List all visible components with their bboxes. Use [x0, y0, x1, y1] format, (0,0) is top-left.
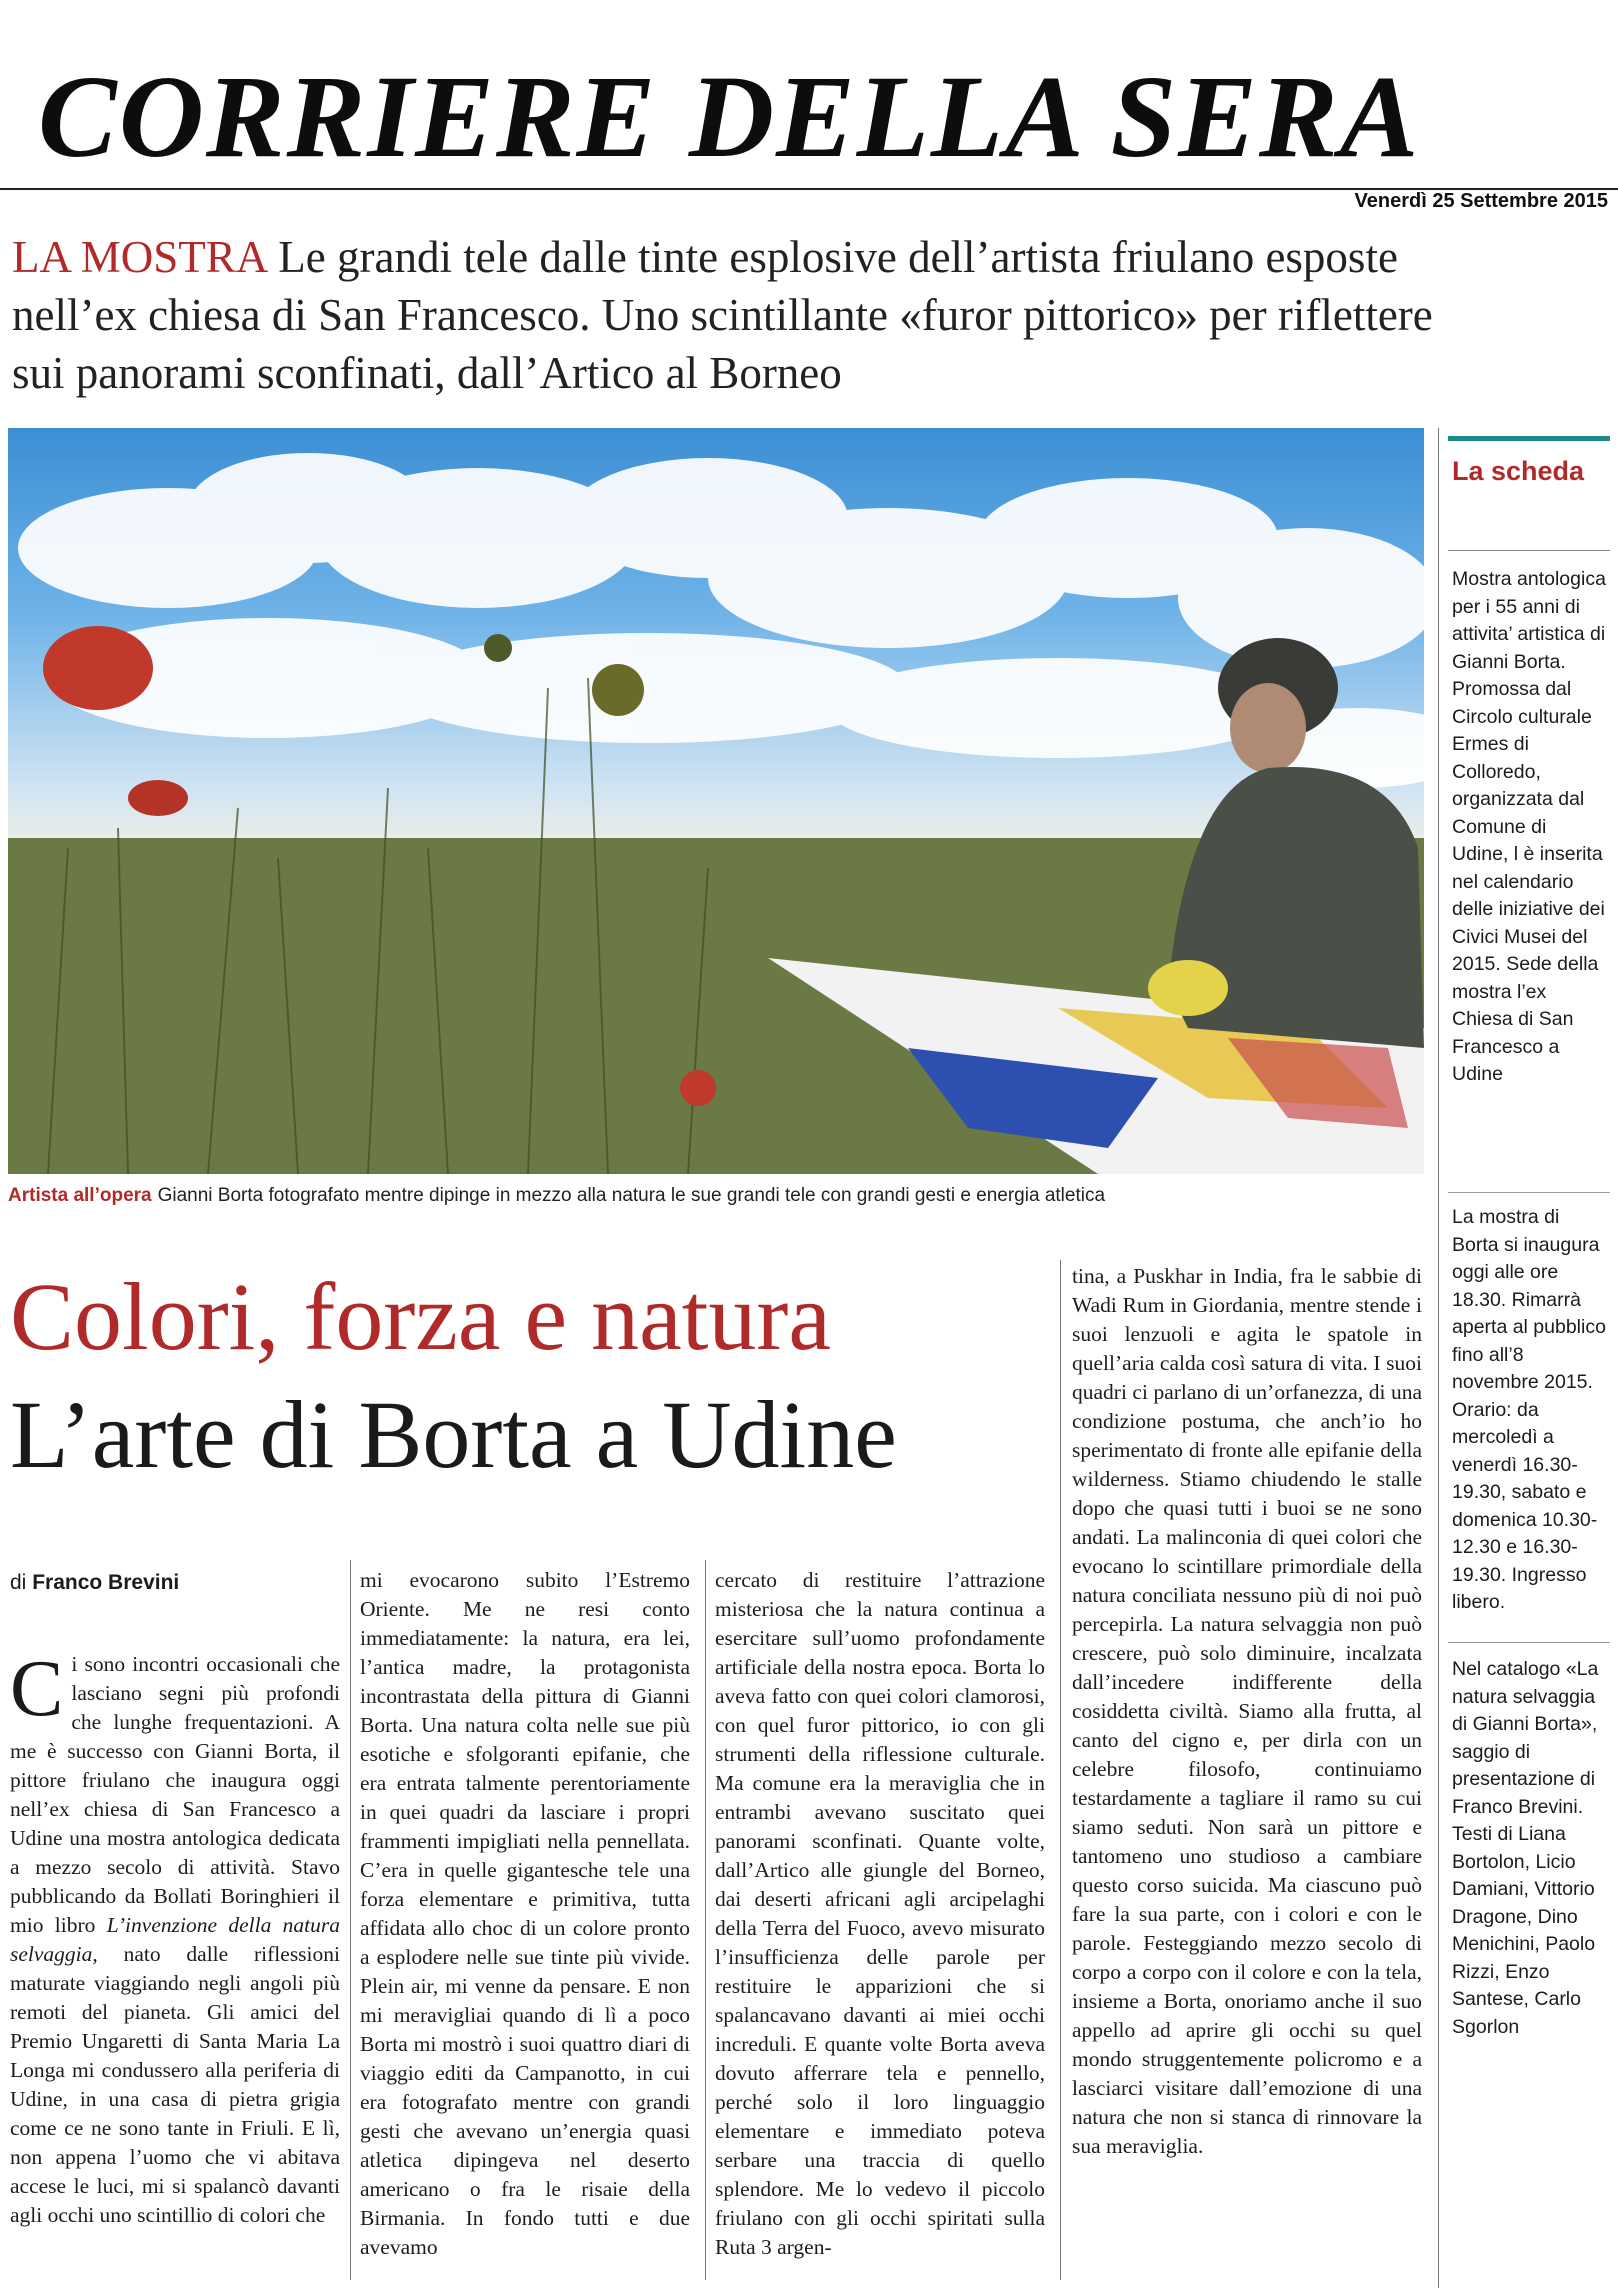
column-divider — [705, 1560, 706, 2280]
kicker-text: Le grandi tele dalle tinte esplosive dell’artista friulano esposte nell’ex chiesa di San Francesco. Uno scintillante «furor pittorico» per riflettere sui panorami sconfinati, dall’Artico al Borneo — [12, 232, 1433, 398]
column-divider — [350, 1560, 351, 2280]
caption-label: Artista all’opera — [8, 1185, 152, 1206]
photo-caption — [8, 1182, 1424, 1210]
headline-line-2: L’arte di Borta a Udine — [10, 1381, 897, 1488]
book-title: L’invenzione della natura selvaggia, — [10, 1913, 340, 1966]
article-column-2: mi evocarono subito l’Estremo Oriente. Me ne resi conto immediatamente: la natura, era lei, l’antica madre, la protagonista incontrastata della pittura di Gianni Borta. Una natura colta nelle sue più esotiche e sfolgoranti epifanie, che era entrata talmente perentoriamente in quei quadri da lasciare i propri frammenti impigliati nella pennellata. C’era in quelle gigantesche tele una forza elementare e primitiva, tutta affidata allo choc di un colore pronto a esplodere nelle sue tinte più vivide. Plein air, mi venne da pensare. E non mi meravigliai quando di lì a poco Borta mi mostrò i suoi quattro diari di viaggio editi da Campanotto, in cui era fotografato mentre con grandi gesti che avevano un’energia quasi atletica dipingeva nel deserto americano o fra le risaie della Birmania. In fondo tutti e due avevamo — [360, 1568, 690, 2259]
issue-date: Venerdì 25 Settembre 2015 — [1354, 190, 1608, 212]
article-column-3: cercato di restituire l’attrazione misteriosa che la natura continua a esercitare sull’uomo profondamente artificiale della nostra epoca. Borta lo aveva fatto con quei colori clamorosi, con quel furor pittorico, io con gli strumenti della riflessione culturale. Ma comune era la meraviglia che in entrambi avevano suscitato quei panorami sconfinati. Quante volte, dall’Artico alle giungle del Borneo, dai deserti africani agli arcipelaghi della Terra del Fuoco, avevo misurato l’insufficienza delle parole per restituire le apparizioni che si spalancavano davanti ai miei occhi increduli. E quante volte Borta aveva dovuto afferrare tela e pennello, perché solo il loro linguaggio elementare e immediato poteva serbare una traccia di quello splendore. Me lo vedevo il piccolo friulano con gli occhi spiritati sulla Ruta 3 argen- — [715, 1568, 1045, 2259]
sidebar-title: La scheda — [1452, 456, 1585, 486]
article-column-1 — [10, 1650, 340, 2290]
sidebar-separator — [1448, 1192, 1610, 1193]
article-photo — [8, 428, 1424, 1174]
article-column-4: tina, a Puskhar in India, fra le sabbie di Wadi Rum in Giordania, mentre stende i suoi lenzuoli e agita le spatole in quell’aria calda così satura di vita. I suoi quadri ci parlano di un’orfanezza, di una condizione postuma, che anch’io ho sperimentato di fronte alle epifanie della wilderness. Stiamo chiudendo le stalle dopo che quasi tutti i buoi se ne sono andati. La malinconia di quei colori che evocano lo scintillare primordiale della natura conciliata nessuno più di noi può percepirla. La natura selvaggia non può crescere, può solo diminuire, incalzata dall’incedere indifferente della cosiddetta civiltà. Siamo alla frutta, al canto del cigno e, per dirla con un celebre filosofo, continuiamo testardamente a tagliare il ramo su cui siamo seduti. Non sarà un pittore e tantomeno uno studioso a cambiare questo corso suicida. Ma ciascuno può fare la sua parte, con i colori e con le parole. Festeggiando mezzo secolo di corpo a corpo con il colore e con la tela, insieme a Borta, onoriamo anche il suo appello ad aprire gli occhi su quel mondo struggentemente policromo e a lasciarci visitare dall’emozione di una natura che non si stanca di rinnovare la sua meraviglia. — [1072, 1264, 1422, 2158]
sidebar-accent-rule — [1448, 436, 1610, 441]
dropcap: C — [10, 1650, 64, 1733]
caption-text: Gianni Borta fotografato mentre dipinge in mezzo alla natura le sue grandi tele con grandi gesti e energia atletica — [157, 1185, 1106, 1206]
column-1-text-end: nato dalle riflessioni maturate viaggiando negli angoli più remoti del pianeta. Gli amici del Premio Ungaretti di Santa Maria La Longa mi condussero alla periferia di Udine, in una casa di pietra grigia come ce ne sono tante in Friuli. E lì, non appena l’uomo che vi abitava accese le luci, mi si spalancò davanti agli occhi uno scintillio di colori che — [10, 1942, 340, 2227]
headline-line-1: Colori, forza e natura — [10, 1263, 831, 1370]
sidebar-block-3: Nel catalogo «La natura selvaggia di Gianni Borta», saggio di presentazione di Franco Brevini. Testi di Liana Bortolon, Licio Damiani, Vittorio Dragone, Dino Menichini, Paolo Rizzi, Enzo Santese, Carlo Sgorlon — [1452, 1658, 1599, 2038]
kicker-label: LA MOSTRA — [12, 232, 269, 282]
sidebar-block-1: Mostra antologica per i 55 anni di attivita’ artistica di Gianni Borta. Promossa dal Circolo culturale Ermes di Colloredo, organizzata dal Comune di Udine, l è inserita nel calendario delle iniziative dei Civici Musei del 2015. Sede della mostra l’ex Chiesa di San Francesco a Udine — [1452, 568, 1606, 1085]
column-divider — [1060, 1260, 1061, 2280]
byline-prefix: di — [10, 1571, 27, 1594]
sidebar-separator — [1448, 1642, 1610, 1643]
sidebar-rule — [1448, 550, 1610, 551]
byline — [10, 1566, 340, 1600]
sidebar-block-2: La mostra di Borta si inaugura oggi alle ore 18.30. Rimarrà aperta al pubblico fino all’8 novembre 2015. Orario: da mercoledì a venerdì 16.30-19.30, sabato e domenica 10.30-12.30 e 16.30-19.30. Ingresso libero. — [1452, 1206, 1606, 1613]
byline-author: Franco Brevini — [32, 1571, 180, 1594]
column-1-text: i sono incontri occasionali che lasciano segni più profondi che lunghe frequentazioni. A me è successo con Gianni Borta, il pittore friulano che inaugura oggi nell’ex chiesa di San Francesco a Udine una mostra antologica dedicata a mezzo secolo di attività. Stavo pubblicando da Bollati Boringhieri il mio libro — [10, 1652, 340, 1937]
photo-illustration — [8, 428, 1424, 1174]
sidebar-divider — [1438, 428, 1439, 2288]
masthead-title: CORRIERE DELLA SERA — [38, 51, 1421, 182]
kicker — [12, 228, 1452, 402]
